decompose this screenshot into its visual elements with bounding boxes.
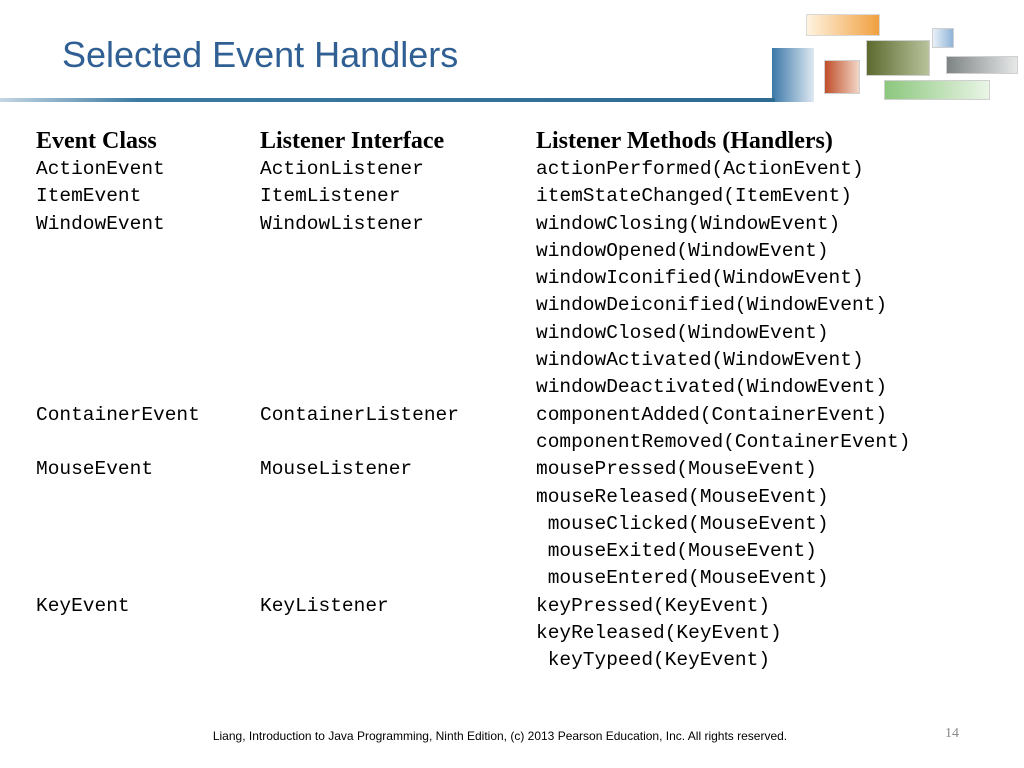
event-class-cell: ItemEvent	[36, 185, 142, 208]
listener-method-cell: keyReleased(KeyEvent)	[536, 622, 782, 645]
header-event-class: Event Class	[36, 128, 157, 154]
listener-method-cell: windowClosed(WindowEvent)	[536, 321, 829, 344]
listener-method-cell: mousePressed(MouseEvent)	[536, 458, 817, 481]
listener-interface-cell: MouseListener	[260, 458, 413, 481]
listener-interface-cell: ContainerListener	[260, 403, 459, 426]
header-listener-interface: Listener Interface	[260, 128, 445, 154]
listener-interface-cell: ActionListener	[260, 158, 424, 180]
deco-rust-square	[824, 60, 860, 94]
listener-method-cell: actionPerformed(ActionEvent)	[536, 158, 864, 180]
deco-lightgreen-bar	[884, 80, 990, 100]
event-class-cell: ContainerEvent	[36, 403, 200, 426]
title-underline	[0, 98, 775, 102]
listener-method-cell: mouseReleased(MouseEvent)	[536, 485, 829, 508]
listener-method-cell: mouseClicked(MouseEvent)	[536, 512, 829, 535]
listener-interface-cell: KeyListener	[260, 594, 389, 617]
listener-method-cell: mouseEntered(MouseEvent)	[536, 567, 829, 590]
listener-method-cell: mouseExited(MouseEvent)	[536, 540, 817, 563]
deco-gray-bar	[946, 56, 1018, 74]
listener-method-cell: windowDeiconified(WindowEvent)	[536, 294, 888, 317]
deco-green-block	[866, 40, 930, 76]
listener-interface-cell: ItemListener	[260, 185, 401, 208]
page-number: 14	[945, 726, 959, 741]
listener-method-cell: windowDeactivated(WindowEvent)	[536, 376, 888, 399]
deco-vertical-bar	[772, 48, 814, 102]
listener-method-cell: keyPressed(KeyEvent)	[536, 594, 771, 617]
listener-interface-cell: WindowListener	[260, 212, 424, 235]
listener-method-cell: componentRemoved(ContainerEvent)	[536, 430, 911, 453]
deco-blue-square	[932, 28, 954, 48]
event-class-cell: MouseEvent	[36, 458, 154, 481]
listener-method-cell: windowIconified(WindowEvent)	[536, 267, 864, 290]
event-class-cell: KeyEvent	[36, 594, 130, 617]
listener-method-cell: windowClosing(WindowEvent)	[536, 212, 841, 235]
listener-method-cell: componentAdded(ContainerEvent)	[536, 403, 888, 426]
listener-method-cell: keyTypeed(KeyEvent)	[536, 649, 771, 672]
event-class-cell: WindowEvent	[36, 212, 165, 235]
listener-method-cell: windowActivated(WindowEvent)	[536, 349, 864, 372]
slide-title: Selected Event Handlers	[62, 34, 459, 75]
deco-orange-block	[806, 14, 880, 36]
header-listener-methods: Listener Methods (Handlers)	[536, 128, 833, 154]
event-class-cell: ActionEvent	[36, 158, 165, 180]
footer-copyright: Liang, Introduction to Java Programming, Ninth Edition, (c) 2013 Pearson Education, Inc. All rights reserved.	[212, 729, 788, 743]
listener-method-cell: itemStateChanged(ItemEvent)	[536, 185, 852, 208]
listener-method-cell: windowOpened(WindowEvent)	[536, 239, 829, 262]
